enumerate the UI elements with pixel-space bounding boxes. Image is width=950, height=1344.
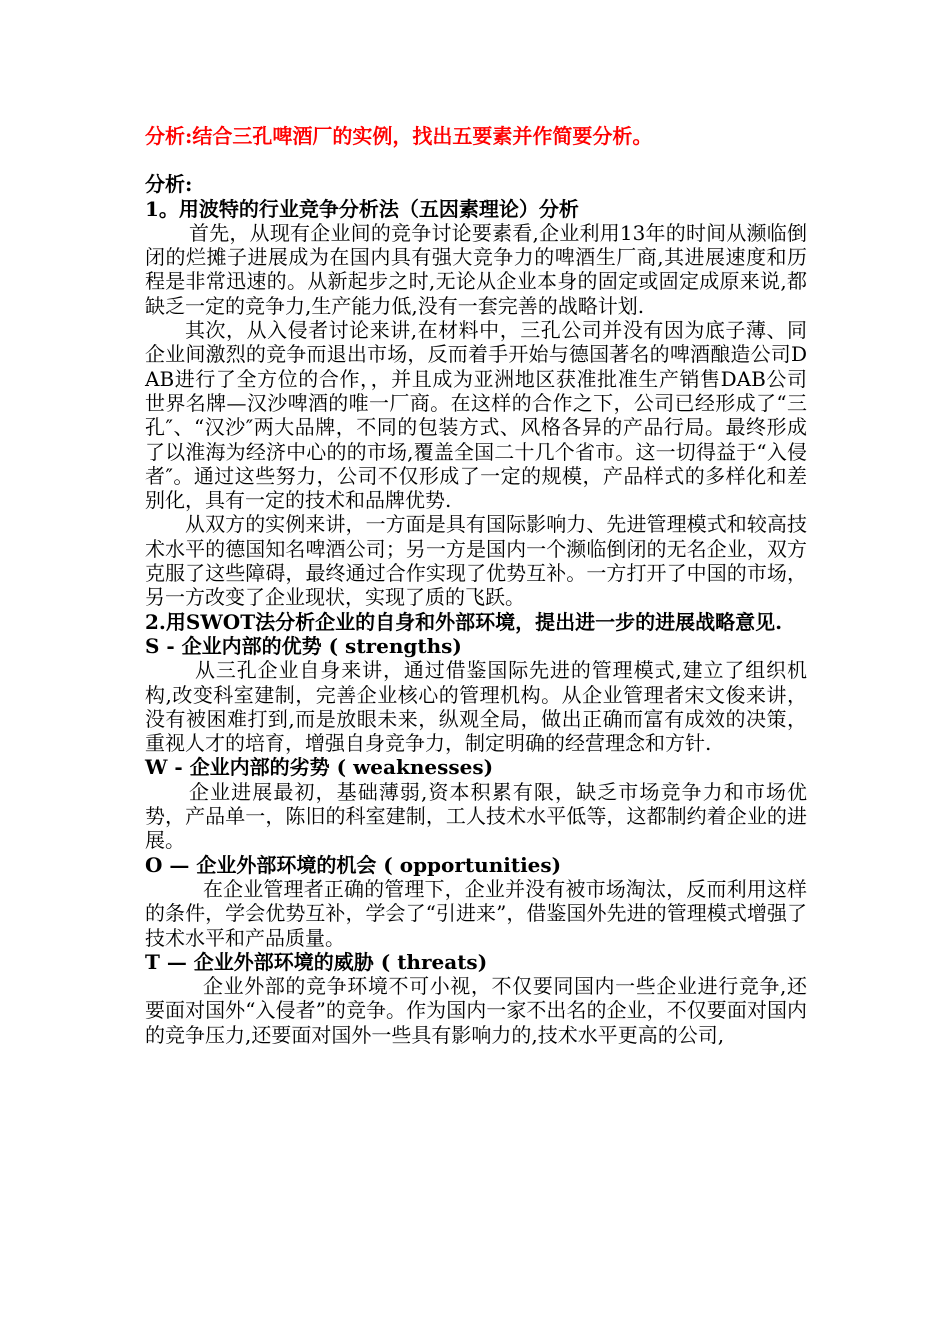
section1-paragraph-3: 从双方的实例来讲，一方面是具有国际影响力、先进管理模式和较高技术水平的德国知名啤酒公司；另一方是国内一个濒临倒闭的无名企业，双方克服了这些障碍，最终通过合作实现了优势互补。一方打开了中国的市场，另一方改变了企业现状，实现了质的飞跃。 — [145, 512, 807, 610]
swot-s-heading: S - 企业内部的优势 ( strengths) — [145, 633, 462, 658]
section2-heading: 2.用SWOT法分析企业的自身和外部环境，提出进一步的进展战略意见. — [145, 609, 783, 634]
swot-w-text: 企业进展最初，基础薄弱,资本积累有限，缺乏市场竞争力和市场优势，产品单一，陈旧的科室建制，工人技术水平低等，这都制约着企业的进展。 — [145, 779, 807, 853]
analysis-label: 分析: — [145, 172, 193, 197]
section1-paragraph-1: 首先，从现有企业间的竞争讨论要素看,企业利用13年的时间从濒临倒闭的烂摊子进展成为在国内具有强大竞争力的啤酒生厂商,其进展速度和历程是非常迅速的。从新起步之时,无论从企业本身的固定或固定成原来说,都缺乏一定的竞争力,生产能力低,没有一套完善的战略计划. — [145, 220, 807, 318]
task-instruction: 分析:结合三孔啤酒厂的实例，找出五要素并作简要分析。 — [145, 124, 653, 148]
swot-t-heading: T — 企业外部环境的威胁 ( threats) — [145, 949, 488, 974]
swot-t-text: 企业外部的竞争环境不可小视，不仅要同国内一些企业进行竞争,还要面对国外“入侵者”的竞争。作为国内一家不出名的企业，不仅要面对国内的竞争压力,还要面对国外一些具有影响力的,技术水平更高的公司, — [145, 974, 807, 1047]
swot-w-heading: W - 企业内部的劣势 ( weaknesses) — [145, 755, 494, 780]
section1-paragraph-2: 其次，从入侵者讨论来讲,在材料中，三孔公司并没有因为底子薄、同企业间激烈的竞争而退出市场，反而着手开始与德国著名的啤酒酿造公司DAB进行了全方位的合作，，并且成为亚洲地区获准批准生产销售DAB公司世界名牌—汉沙啤酒的唯一厂商。在这样的合作之下，公司已经形成了“三孔″、“汉沙″两大品牌，不同的包装方式、风格各异的产品行局。最终形成了以淮海为经济中心的的市场,覆盖全国二十几个省市。这一切得益于“入侵者″。通过这些努力，公司不仅形成了一定的规模，产品样式的多样化和差别化，具有一定的技术和品牌优势. — [145, 318, 807, 513]
swot-o-heading: O — 企业外部环境的机会 ( opportunities) — [145, 852, 562, 877]
swot-o-text: 在企业管理者正确的管理下，企业并没有被市场淘汰，反而利用这样的条件，学会优势互补，学会了“引进来”，借鉴国外先进的管理模式增强了技术水平和产品质量。 — [145, 876, 807, 950]
blank-line — [145, 148, 807, 172]
swot-s-text: 从三孔企业自身来讲，通过借鉴国际先进的管理模式,建立了组织机构,改变科室建制，完善企业核心的管理机构。从企业管理者宋文俊来讲，没有被困难打到,而是放眼未来，纵观全局，做出正确而富有成效的决策，重视人才的培育，增强自身竞争力，制定明确的经营理念和方针. — [145, 658, 807, 756]
section1-heading: 1。用波特的行业竞争分析法（五因素理论）分析 — [145, 196, 579, 221]
document-body — [145, 124, 807, 1047]
